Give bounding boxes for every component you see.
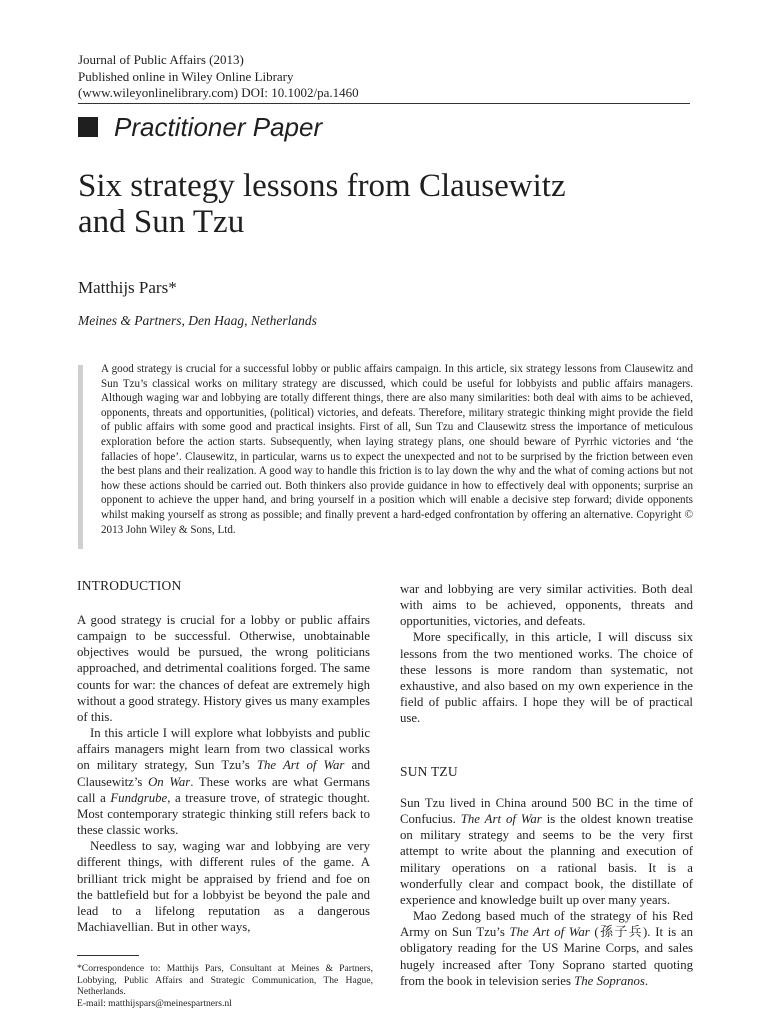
- author-affiliation: Meines & Partners, Den Haag, Netherlands: [78, 313, 317, 328]
- article-title: [78, 168, 698, 240]
- book-title-art-of-war: The Art of War: [460, 812, 542, 827]
- sun-tzu-heading: SUN TZU: [400, 764, 458, 779]
- text-run: , a treasure trove, of strategic thought. Most contemporary strategic thinking still refers back to these classic works.: [77, 790, 370, 838]
- journal-info: [78, 52, 498, 102]
- intro-paragraph-4: More specifically, in this article, I will discuss six lessons from the two mentioned works. The choice of these lessons is more random than systematic, not exhaustive, and also based on my own experience in the field of public affairs. I hope they will be of practical use.: [400, 630, 693, 726]
- text-run: . These works are what Germans call a: [77, 774, 371, 805]
- intro-paragraph-1: A good strategy is crucial for a lobby or public affairs campaign to be successful. Otherwise, unobtainable objectives would be pursued, the wrong politicians approached, and detrimental coalitions forged. The same counts for war: the chances of defeat are extremely high without a good strategy. History gives us many examples of this.: [77, 613, 370, 724]
- sun-tzu-paragraph-2: [400, 908, 693, 989]
- text-run: and Clausewitz’s: [77, 758, 370, 789]
- journal-citation: Journal of Public Affairs (2013): [78, 52, 244, 67]
- book-title-art-of-war: The Art of War: [509, 925, 590, 940]
- left-column: [77, 612, 370, 935]
- header-divider: [78, 103, 690, 104]
- right-column-top: [400, 581, 693, 726]
- footnote-divider: [77, 955, 139, 956]
- title-line-2: and Sun Tzu: [78, 204, 245, 240]
- correspondence-footnote: [77, 963, 373, 1010]
- book-title-art-of-war: The Art of War: [256, 758, 345, 773]
- doi-line: (www.wileyonlinelibrary.com) DOI: 10.1002/pa.1460: [78, 85, 359, 100]
- title-line-1: Six strategy lessons from Clausewitz: [78, 168, 566, 204]
- text-run: .: [644, 973, 649, 988]
- author-name: Matthijs Pars*: [78, 278, 177, 297]
- sun-tzu-paragraph-1: [400, 795, 693, 908]
- footnote-text: *Correspondence to: Matthijs Pars, Consultant at Meines & Partners, Lobbying, Public Affairs and Strategic Communication, The Hague, Netherlands.: [77, 963, 373, 998]
- right-column-bottom: [400, 795, 693, 989]
- intro-paragraph-3-continued: war and lobbying are very similar activities. Both deal with aims to be achieved, opponents, threats and opportunities, victories, and defeats.: [400, 582, 693, 629]
- term-fundgrube: Fundgrube: [110, 790, 168, 805]
- text-run: Mao Zedong based much of the strategy of his Red Army on Sun Tzu’s: [400, 909, 693, 940]
- text-run: is the oldest known treatise on military strategy and seems to be the very first attempt to write about the planning and execution of military operations on a rational basis. It is a wonderfully clear and compact book, the distillate of experience and knowledge built up over many years.: [400, 812, 694, 907]
- book-title-on-war: On War: [148, 774, 191, 789]
- introduction-heading: INTRODUCTION: [77, 578, 182, 593]
- text-run: (孫子兵). It is an obligatory reading for the US Marine Corps, and sales hugely increased after Tony Soprano started quoting from the book in television series: [400, 925, 693, 988]
- square-bullet-icon: [78, 117, 98, 137]
- text-run: Sun Tzu lived in China around 500 BC in the time of Confucius.: [400, 796, 693, 827]
- paper-type-banner: [78, 112, 322, 142]
- intro-paragraph-2: [77, 725, 370, 838]
- intro-paragraph-3: Needless to say, waging war and lobbying are very different things, with different rules of the game. A brilliant trick might be appraised by friend and foe on the battlefield but for a lobbyist be beyond the pale and lead to a lifelong reputation as a dangerous Machiavellian. But in other ways,: [77, 839, 370, 934]
- publication-note: Published online in Wiley Online Library: [78, 68, 294, 84]
- abstract-text: A good strategy is crucial for a successful lobby or public affairs campaign. In this article, six strategy lessons from Clausewitz and Sun Tzu’s classical works on military strategy are discussed, which could be useful for lobbyists and public affairs managers. Although waging war and lobbying are totally different things, there are also many similarities: both deal with aims to be achieved, opponents, threats and opportunities, (political) victories, and defeats. Therefore, military strategic thinking might provide the field of public affairs with some good and practical insights. First of all, Sun Tzu and Clausewitz stress the importance of meticulous exploration before the action starts. Subsequently, when laying strategy plans, one should beware of Pyrrhic victories and ‘the fallacies of hope’. Clausewitz, in particular, warns us to expect the unexpected and not to be surprised by the friction between even the best plans and their realization. A good way to handle this friction is to lay down the why and the what of coming actions but not how these actions should be carried out. Both thinkers also provide guidance in how to effectively deal with opponents; surprise an opponent to achieve the upper hand, and bring yourself in a position which will enable a decisive step forward; divide opponents whilst making yourself as strong as possible; and finally prevent a hard-edged confrontation by offering an alternative. Copyright © 2013 John Wiley & Sons, Ltd.: [101, 363, 693, 536]
- abstract-side-bar: [78, 365, 83, 549]
- paper-type-label: Practitioner Paper: [114, 112, 323, 142]
- series-title-sopranos: The Sopranos: [574, 973, 645, 988]
- text-run: In this article I will explore what lobbyists and public affairs managers might learn from two classical works on military strategy, Sun Tzu’s: [77, 726, 370, 773]
- footnote-email: E-mail: matthijspars@meinespartners.nl: [77, 998, 232, 1010]
